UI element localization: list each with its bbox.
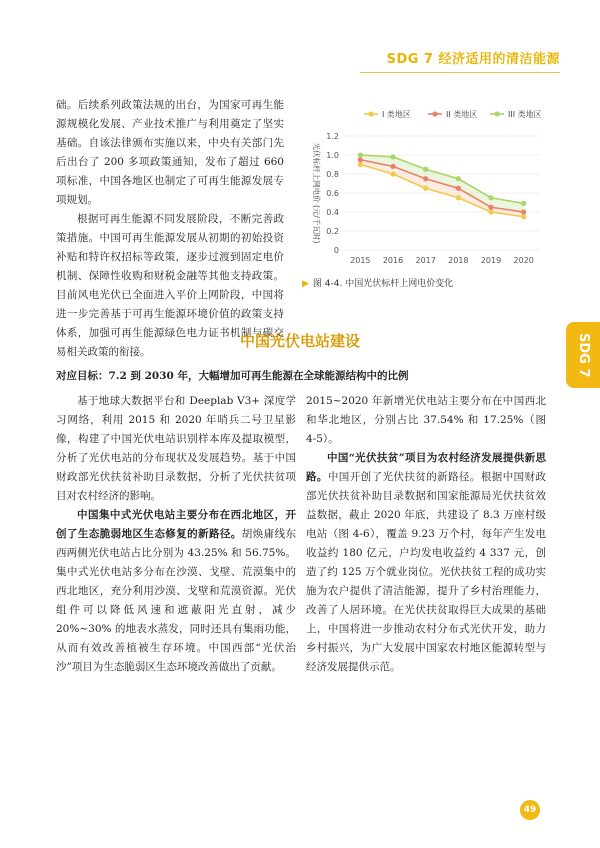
legend-swatch-dot-0	[368, 111, 373, 116]
y-axis-label: 光伏标杆上网电价 (元/千瓦时)	[312, 142, 321, 244]
legend-swatch-dot-1	[432, 111, 437, 116]
page-number: 49	[520, 800, 540, 820]
series-0-point-4	[488, 209, 493, 214]
left-paragraph-2-body: 胡焕庸线东西两侧光伏电站占比分别为 43.25% 和 56.75%。集中式光伏电站多分布在沙漠、戈壁、荒漠集中的西北地区，充分利用沙漠、戈壁和荒漠资源。光伏组件可以降低风速和遮蔽阳光直射，减少 20%~30% 的地表水蒸发，同时还具有集雨功能，从而有效改善植被生存环境。中国西部“光伏治沙”项目为生态脆弱区生态环境改善做出了贡献。	[56, 528, 297, 673]
series-1-point-3	[456, 186, 461, 191]
legend-label-2: III 类地区	[508, 110, 542, 119]
side-tab-label: SDG 7	[576, 332, 591, 378]
intro-text	[56, 96, 284, 362]
series-1-point-2	[423, 176, 428, 181]
series-1-point-1	[390, 164, 395, 169]
series-1-point-5	[521, 209, 526, 214]
series-2-point-5	[521, 201, 526, 206]
series-0-point-3	[456, 195, 461, 200]
x-tick-label-2: 2017	[415, 256, 436, 265]
page-header	[0, 0, 600, 78]
target-line: 对应目标：7.2 到 2030 年，大幅增加可再生能源在全球能源结构中的比例	[56, 370, 409, 382]
right-paragraph-2-body: 中国开创了光伏扶贫的新路径。根据中国财政部光伏扶贫补助目录数据和国家能源局光伏扶贫效益数据，截止 2020 年底，共建设了 8.3 万座村级电站（图 4-6），覆盖 9.23 万个村，每年产生发电收益约 180 亿元，户均发电收益约 4 337 元，创造了约 125 万个就业岗位。光伏扶贫工程的成功实施为农户提供了清洁能源，提升了乡村治理能力，改善了人居环境。在光伏扶贫取得巨大成果的基础上，中国将进一步推动农村分布式光伏开发，助力乡村振兴，为广大发展中国家农村地区能源转型与经济发展提供示范。	[306, 471, 547, 673]
series-1-point-4	[488, 205, 493, 210]
series-0-point-1	[390, 171, 395, 176]
y-tick-label-6: 1.2	[326, 132, 339, 141]
legend-label-0: I 类地区	[382, 110, 411, 119]
series-2-point-2	[423, 167, 428, 172]
right-paragraph-2	[306, 449, 546, 677]
series-2-point-1	[390, 154, 395, 159]
x-tick-label-1: 2016	[382, 256, 404, 265]
intro-paragraph-2: 根据可再生能源不同发展阶段，不断完善政策措施。中国可再生能源发展从初期的初始投资补贴和特许权招标等政策，逐步过渡到固定电价机制、保障性收购和财税金融等其他支持政策。目前风电光伏已全面进入平价上网阶段，中国将进一步完善基于可再生能源环境价值的政策支持体系，加强可再生能源绿色电力证书机制与碳交易相关政策的衔接。	[56, 213, 284, 358]
right-column	[306, 392, 546, 677]
series-1-point-0	[358, 157, 363, 162]
legend-label-1: II 类地区	[446, 110, 478, 119]
y-tick-label-1: 0.2	[326, 227, 339, 236]
series-2-point-0	[358, 152, 363, 157]
series-2-point-3	[456, 176, 461, 181]
right-paragraph-1: 2015~2020 年新增光伏电站主要分布在中国西北和华北地区，分别占比 37.54% 和 17.25%（图 4-5）。	[306, 395, 546, 445]
x-tick-label-3: 2018	[448, 256, 469, 265]
left-paragraph-2-lead: 中国集中式光伏电站主要分布在西北地区，开创了生态脆弱地区生态修复的新路径。	[56, 509, 296, 540]
x-tick-label-5: 2020	[513, 256, 534, 265]
header-rule	[360, 72, 560, 73]
chart-caption	[302, 276, 453, 289]
pv-tariff-chart	[300, 100, 548, 272]
legend-swatch-dot-2	[494, 111, 499, 116]
y-tick-label-0: 0	[333, 246, 339, 255]
x-tick-label-4: 2019	[480, 256, 502, 265]
series-0-point-0	[358, 162, 363, 167]
y-tick-label-4: 0.8	[326, 170, 339, 179]
series-0-point-5	[521, 214, 526, 219]
section-title: 中国光伏电站建设	[239, 332, 360, 350]
header-title: SDG 7 经济适用的清洁能源	[386, 52, 560, 67]
left-paragraph-2	[56, 506, 296, 677]
intro-paragraph-1: 础。后续系列政策法规的出台，为国家可再生能源规模化发展、产业技术推广与利用奠定了坚实基础。自该法律颁布实施以来，中央有关部门先后出台了 200 多项政策通知，发布了超过 660 项标准，中国各地区也制定了可再生能源发展专项规划。	[56, 99, 284, 206]
left-paragraph-1: 基于地球大数据平台和 Deeplab V3+ 深度学习网络，利用 2015 和 2020 年哨兵二号卫星影像，构建了中国光伏电站识别样本库及提取模型，分析了光伏电站的分布现状及发展趋势。基于中国财政部光伏扶贫补助目录数据，分析了光伏扶贫项目对农村经济的影响。	[56, 395, 296, 502]
y-tick-label-5: 1.0	[326, 151, 339, 160]
y-tick-label-2: 0.4	[326, 208, 339, 217]
x-tick-label-0: 2015	[350, 256, 371, 265]
chart-caption-text: 图 4-4. 中国光伏标杆上网电价变化	[312, 279, 454, 289]
series-2-point-4	[488, 195, 493, 200]
series-0-point-2	[423, 186, 428, 191]
y-tick-label-3: 0.6	[326, 189, 339, 198]
right-paragraph-2-lead: 中国“光伏扶贫”项目为农村经济发展提供新思路。	[306, 452, 546, 483]
left-column	[56, 392, 296, 677]
caption-triangle-icon: ▶	[302, 279, 309, 289]
